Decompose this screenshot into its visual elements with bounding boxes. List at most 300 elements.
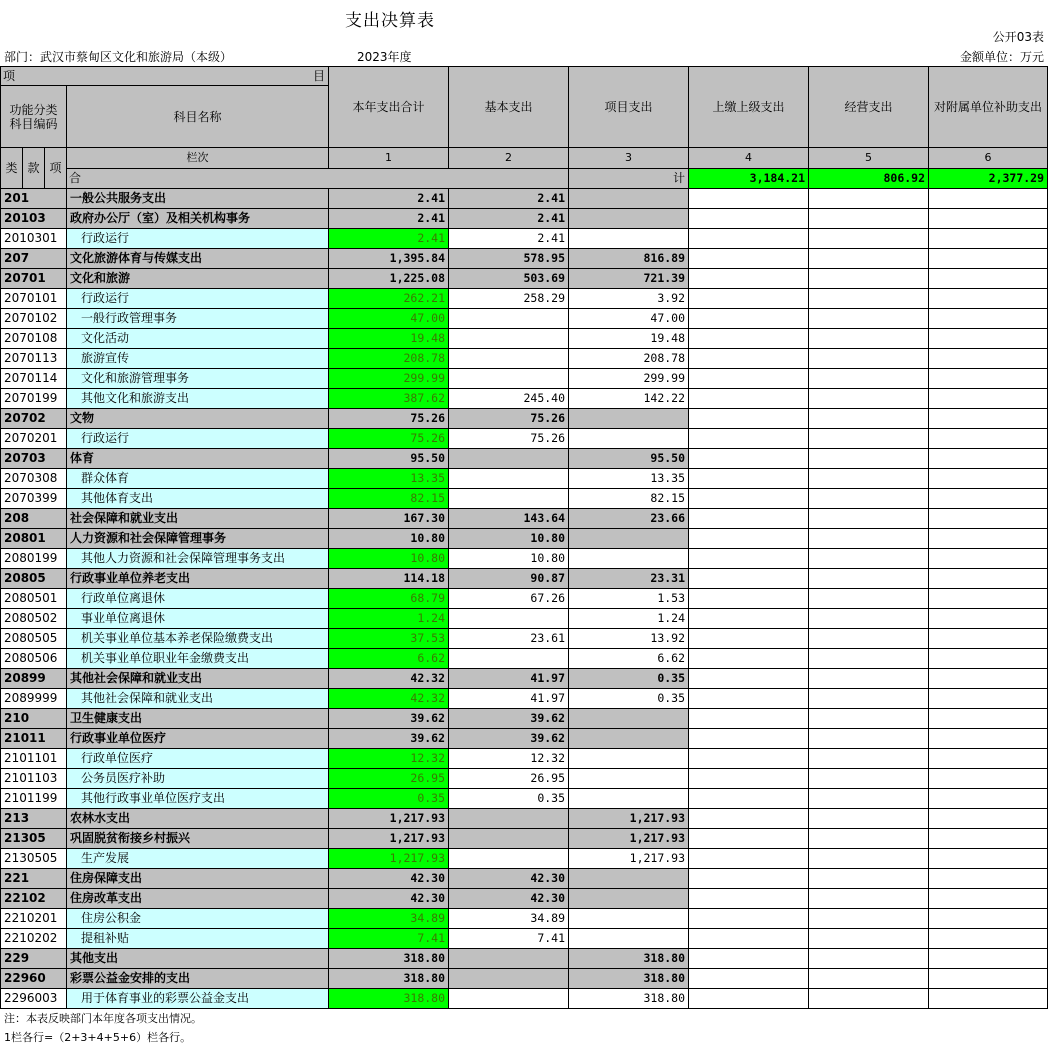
row-upper (689, 649, 809, 669)
row-code: 2070308 (1, 469, 67, 489)
row-total: 2.41 (329, 229, 449, 249)
row-project: 1.24 (569, 609, 689, 629)
row-name: 文化和旅游 (67, 269, 329, 289)
row-name: 人力资源和社会保障管理事务 (67, 529, 329, 549)
row-business (809, 569, 929, 589)
row-total: 1,225.08 (329, 269, 449, 289)
row-business (809, 549, 929, 569)
row-name: 公务员医疗补助 (67, 769, 329, 789)
row-code: 2080199 (1, 549, 67, 569)
row-total: 75.26 (329, 429, 449, 449)
row-subsidy (929, 969, 1048, 989)
table-row (1, 409, 1048, 429)
row-business (809, 729, 929, 749)
row-code: 2101103 (1, 769, 67, 789)
row-name: 社会保障和就业支出 (67, 509, 329, 529)
row-upper (689, 669, 809, 689)
row-upper (689, 209, 809, 229)
row-business (809, 789, 929, 809)
row-subsidy (929, 589, 1048, 609)
department-label: 部门：武汉市蔡甸区文化和旅游局（本级） (4, 50, 233, 64)
row-project (569, 749, 689, 769)
row-business (809, 389, 929, 409)
row-total: 1,217.93 (329, 809, 449, 829)
row-project: 6.62 (569, 649, 689, 669)
total-row (1, 169, 1048, 189)
row-project: 816.89 (569, 249, 689, 269)
row-subsidy (929, 989, 1048, 1009)
row-name: 文化和旅游管理事务 (67, 369, 329, 389)
col-basic-header: 基本支出 (449, 67, 569, 148)
col-num-6: 6 (929, 148, 1048, 169)
row-name: 行政单位离退休 (67, 589, 329, 609)
row-subsidy (929, 229, 1048, 249)
row-basic: 245.40 (449, 389, 569, 409)
row-code: 20103 (1, 209, 67, 229)
row-code: 22102 (1, 889, 67, 909)
row-name: 文化旅游体育与传媒支出 (67, 249, 329, 269)
row-total: 7.41 (329, 929, 449, 949)
row-upper (689, 509, 809, 529)
row-business (809, 769, 929, 789)
table-row (1, 769, 1048, 789)
row-project (569, 789, 689, 809)
row-basic: 258.29 (449, 289, 569, 309)
row-name: 生产发展 (67, 849, 329, 869)
row-upper (689, 789, 809, 809)
row-name: 旅游宣传 (67, 349, 329, 369)
row-business (809, 589, 929, 609)
row-code: 2296003 (1, 989, 67, 1009)
table-row (1, 389, 1048, 409)
table-row (1, 569, 1048, 589)
row-subsidy (929, 929, 1048, 949)
col-business-header: 经营支出 (809, 67, 929, 148)
note-line-2: 1栏各行=（2+3+4+5+6）栏各行。 (4, 1031, 192, 1044)
row-project: 1,217.93 (569, 829, 689, 849)
table-row (1, 449, 1048, 469)
row-basic: 2.41 (449, 189, 569, 209)
row-upper (689, 869, 809, 889)
item-header-cell (1, 67, 329, 86)
row-project (569, 769, 689, 789)
row-total: 42.32 (329, 669, 449, 689)
row-upper (689, 309, 809, 329)
col-num-2: 2 (449, 148, 569, 169)
row-upper (689, 609, 809, 629)
row-total: 1,217.93 (329, 829, 449, 849)
row-basic: 578.95 (449, 249, 569, 269)
row-name: 巩固脱贫衔接乡村振兴 (67, 829, 329, 849)
row-total: 318.80 (329, 989, 449, 1009)
row-subsidy (929, 729, 1048, 749)
row-upper (689, 449, 809, 469)
row-code: 2080502 (1, 609, 67, 629)
row-upper (689, 349, 809, 369)
row-basic: 41.97 (449, 669, 569, 689)
row-subsidy (929, 489, 1048, 509)
row-basic (449, 649, 569, 669)
row-code: 2070199 (1, 389, 67, 409)
table-row (1, 829, 1048, 849)
row-business (809, 529, 929, 549)
row-business (809, 849, 929, 869)
row-subsidy (929, 669, 1048, 689)
row-code: 2210201 (1, 909, 67, 929)
row-total: 39.62 (329, 729, 449, 749)
row-project: 318.80 (569, 969, 689, 989)
row-name: 行政运行 (67, 289, 329, 309)
row-subsidy (929, 689, 1048, 709)
row-project: 0.35 (569, 669, 689, 689)
row-business (809, 369, 929, 389)
row-business (809, 809, 929, 829)
row-project: 1,217.93 (569, 849, 689, 869)
row-total: 12.32 (329, 749, 449, 769)
row-project (569, 529, 689, 549)
row-subsidy (929, 349, 1048, 369)
row-name: 住房公积金 (67, 909, 329, 929)
row-name: 行政运行 (67, 229, 329, 249)
row-name: 机关事业单位职业年金缴费支出 (67, 649, 329, 669)
total-basic-cell: 806.92 (809, 169, 929, 189)
row-code: 20703 (1, 449, 67, 469)
row-project (569, 189, 689, 209)
row-project: 13.92 (569, 629, 689, 649)
row-project (569, 229, 689, 249)
row-subsidy (929, 289, 1048, 309)
row-total: 2.41 (329, 189, 449, 209)
row-code: 2070113 (1, 349, 67, 369)
row-name: 其他文化和旅游支出 (67, 389, 329, 409)
total-label-a: 合 (69, 171, 82, 185)
row-upper (689, 249, 809, 269)
row-upper (689, 829, 809, 849)
table-row (1, 929, 1048, 949)
total-project-cell: 2,377.29 (929, 169, 1048, 189)
notes (4, 1009, 202, 1047)
row-subsidy (929, 749, 1048, 769)
row-basic: 10.80 (449, 549, 569, 569)
row-code: 208 (1, 509, 67, 529)
total-label-b-cell (569, 169, 689, 189)
row-project: 299.99 (569, 369, 689, 389)
row-basic: 23.61 (449, 629, 569, 649)
table-row (1, 429, 1048, 449)
row-upper (689, 429, 809, 449)
total-label-b: 计 (673, 171, 686, 185)
row-total: 10.80 (329, 529, 449, 549)
row-total: 299.99 (329, 369, 449, 389)
row-business (809, 349, 929, 369)
row-business (809, 269, 929, 289)
row-code: 2080501 (1, 589, 67, 609)
row-basic: 26.95 (449, 769, 569, 789)
public-table-number: 公开03表 (992, 30, 1044, 44)
row-business (809, 929, 929, 949)
total-sum-cell: 3,184.21 (689, 169, 809, 189)
row-subsidy (929, 869, 1048, 889)
row-basic (449, 949, 569, 969)
table-row (1, 729, 1048, 749)
row-basic (449, 469, 569, 489)
row-business (809, 249, 929, 269)
row-subsidy (929, 809, 1048, 829)
row-project (569, 729, 689, 749)
row-total: 387.62 (329, 389, 449, 409)
table-row (1, 269, 1048, 289)
table-row (1, 329, 1048, 349)
row-basic: 7.41 (449, 929, 569, 949)
row-code: 201 (1, 189, 67, 209)
row-name: 住房保障支出 (67, 869, 329, 889)
table-row (1, 809, 1048, 829)
row-name: 用于体育事业的彩票公益金支出 (67, 989, 329, 1009)
row-upper (689, 989, 809, 1009)
row-code: 21305 (1, 829, 67, 849)
row-total: 1,395.84 (329, 249, 449, 269)
row-total: 75.26 (329, 409, 449, 429)
row-total: 208.78 (329, 349, 449, 369)
row-total: 13.35 (329, 469, 449, 489)
col-num-3: 3 (569, 148, 689, 169)
row-subsidy (929, 429, 1048, 449)
table-row (1, 709, 1048, 729)
row-business (809, 429, 929, 449)
row-total: 82.15 (329, 489, 449, 509)
row-total: 47.00 (329, 309, 449, 329)
row-project (569, 429, 689, 449)
row-total: 39.62 (329, 709, 449, 729)
row-name: 事业单位离退休 (67, 609, 329, 629)
row-project (569, 709, 689, 729)
table-row (1, 629, 1048, 649)
row-code: 2210202 (1, 929, 67, 949)
item-label: 项 (3, 69, 16, 83)
row-subsidy (929, 529, 1048, 549)
row-upper (689, 469, 809, 489)
row-name: 其他人力资源和社会保障管理事务支出 (67, 549, 329, 569)
row-project (569, 209, 689, 229)
row-subsidy (929, 849, 1048, 869)
lei-header: 类 (1, 148, 23, 189)
row-total: 318.80 (329, 969, 449, 989)
row-business (809, 709, 929, 729)
row-total: 167.30 (329, 509, 449, 529)
total-label-a-cell (67, 169, 569, 189)
row-subsidy (929, 469, 1048, 489)
row-upper (689, 689, 809, 709)
row-basic: 2.41 (449, 229, 569, 249)
row-basic (449, 989, 569, 1009)
row-total: 42.32 (329, 689, 449, 709)
row-business (809, 309, 929, 329)
table-row (1, 669, 1048, 689)
row-code: 2070101 (1, 289, 67, 309)
row-code: 2080505 (1, 629, 67, 649)
row-project: 318.80 (569, 949, 689, 969)
row-code: 20805 (1, 569, 67, 589)
row-business (809, 449, 929, 469)
row-business (809, 909, 929, 929)
row-project (569, 889, 689, 909)
row-project: 3.92 (569, 289, 689, 309)
header-row-columns (1, 148, 1048, 169)
row-business (809, 409, 929, 429)
table-row (1, 949, 1048, 969)
row-subsidy (929, 649, 1048, 669)
row-business (809, 969, 929, 989)
row-basic (449, 369, 569, 389)
row-subsidy (929, 709, 1048, 729)
table-row (1, 549, 1048, 569)
item-end-label: 目 (313, 69, 326, 83)
row-basic: 503.69 (449, 269, 569, 289)
row-business (809, 669, 929, 689)
row-total: 37.53 (329, 629, 449, 649)
table-row (1, 489, 1048, 509)
row-name: 行政事业单位养老支出 (67, 569, 329, 589)
row-basic (449, 809, 569, 829)
table-row (1, 889, 1048, 909)
row-upper (689, 409, 809, 429)
row-project (569, 929, 689, 949)
row-business (809, 509, 929, 529)
page-title: 支出决算表 (345, 11, 435, 31)
row-business (809, 469, 929, 489)
row-upper (689, 769, 809, 789)
row-project: 1.53 (569, 589, 689, 609)
lanci-header: 栏次 (67, 148, 329, 169)
row-code: 2101101 (1, 749, 67, 769)
row-code: 2070399 (1, 489, 67, 509)
col-project-header: 项目支出 (569, 67, 689, 148)
row-total: 95.50 (329, 449, 449, 469)
row-basic: 10.80 (449, 529, 569, 549)
row-upper (689, 229, 809, 249)
row-subsidy (929, 369, 1048, 389)
row-code: 2130505 (1, 849, 67, 869)
row-subsidy (929, 409, 1048, 429)
row-total: 262.21 (329, 289, 449, 309)
table-row (1, 369, 1048, 389)
row-business (809, 869, 929, 889)
row-upper (689, 589, 809, 609)
row-code: 21011 (1, 729, 67, 749)
row-basic: 143.64 (449, 509, 569, 529)
row-upper (689, 969, 809, 989)
col-subsidy-header: 对附属单位补助支出 (929, 67, 1048, 148)
row-subsidy (929, 189, 1048, 209)
unit-label: 金额单位：万元 (959, 50, 1044, 64)
row-project (569, 409, 689, 429)
xiang-header: 项 (45, 148, 67, 189)
row-total: 19.48 (329, 329, 449, 349)
row-basic (449, 849, 569, 869)
row-code: 20899 (1, 669, 67, 689)
row-name: 政府办公厅（室）及相关机构事务 (67, 209, 329, 229)
col-num-5: 5 (809, 148, 929, 169)
row-basic (449, 329, 569, 349)
table-row (1, 589, 1048, 609)
row-name: 其他社会保障和就业支出 (67, 689, 329, 709)
row-total: 34.89 (329, 909, 449, 929)
row-basic: 34.89 (449, 909, 569, 929)
table-row (1, 249, 1048, 269)
row-code: 207 (1, 249, 67, 269)
row-subsidy (929, 309, 1048, 329)
table-row (1, 989, 1048, 1009)
row-upper (689, 189, 809, 209)
table-row (1, 789, 1048, 809)
row-basic (449, 829, 569, 849)
row-business (809, 189, 929, 209)
row-upper (689, 329, 809, 349)
row-name: 文化活动 (67, 329, 329, 349)
row-project: 318.80 (569, 989, 689, 1009)
row-upper (689, 389, 809, 409)
row-subsidy (929, 329, 1048, 349)
row-upper (689, 949, 809, 969)
row-business (809, 489, 929, 509)
row-total: 68.79 (329, 589, 449, 609)
row-subsidy (929, 949, 1048, 969)
row-basic (449, 489, 569, 509)
col-num-4: 4 (689, 148, 809, 169)
row-project: 1,217.93 (569, 809, 689, 829)
row-subsidy (929, 569, 1048, 589)
col-total-header: 本年支出合计 (329, 67, 449, 148)
row-basic: 42.30 (449, 889, 569, 909)
row-name: 其他社会保障和就业支出 (67, 669, 329, 689)
row-basic (449, 609, 569, 629)
table-row (1, 209, 1048, 229)
row-upper (689, 809, 809, 829)
row-business (809, 749, 929, 769)
row-upper (689, 729, 809, 749)
row-name: 一般行政管理事务 (67, 309, 329, 329)
row-total: 42.30 (329, 869, 449, 889)
row-name: 文物 (67, 409, 329, 429)
col-num-1: 1 (329, 148, 449, 169)
row-upper (689, 629, 809, 649)
row-code: 2010301 (1, 229, 67, 249)
row-name: 其他行政事业单位医疗支出 (67, 789, 329, 809)
table-row (1, 689, 1048, 709)
table-row (1, 969, 1048, 989)
table-row (1, 609, 1048, 629)
row-code: 2101199 (1, 789, 67, 809)
row-subsidy (929, 449, 1048, 469)
row-project (569, 869, 689, 889)
row-code: 213 (1, 809, 67, 829)
row-subsidy (929, 889, 1048, 909)
row-project: 0.35 (569, 689, 689, 709)
table-row (1, 909, 1048, 929)
row-basic: 0.35 (449, 789, 569, 809)
row-name: 卫生健康支出 (67, 709, 329, 729)
col-upper-header: 上缴上级支出 (689, 67, 809, 148)
table-row (1, 529, 1048, 549)
code-label-cell: 功能分类科目编码 (1, 86, 67, 148)
name-label-cell: 科目名称 (67, 86, 329, 148)
row-total: 114.18 (329, 569, 449, 589)
row-business (809, 609, 929, 629)
row-basic: 12.32 (449, 749, 569, 769)
row-project: 23.31 (569, 569, 689, 589)
row-name: 彩票公益金安排的支出 (67, 969, 329, 989)
kuan-header: 款 (23, 148, 45, 189)
